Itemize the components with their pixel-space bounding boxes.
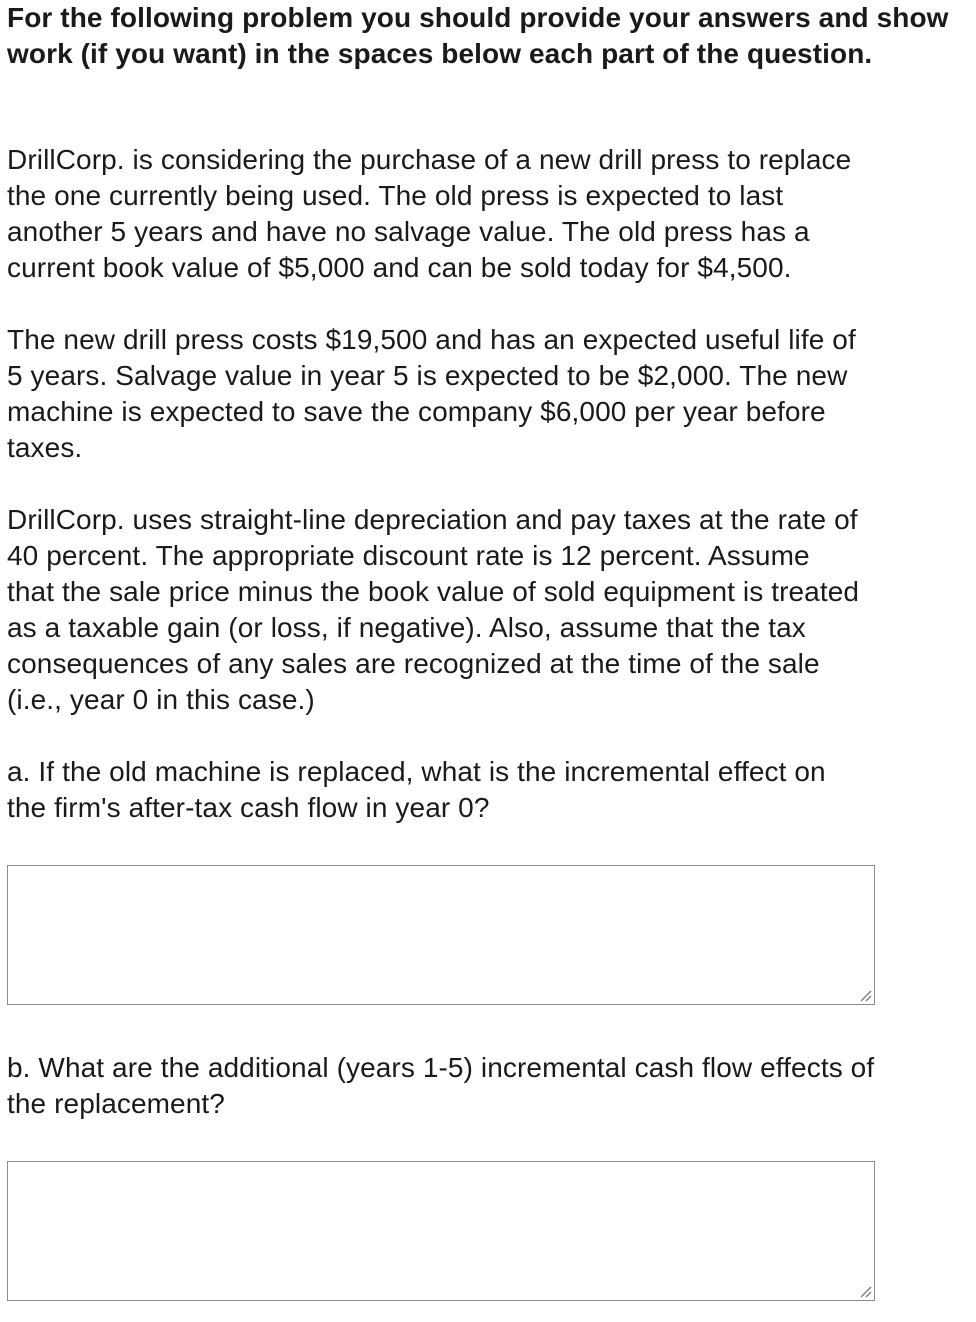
instructions-text: For the following problem you should provide your answers and show work (if you want) in the spaces below each part of the question. [7, 2, 949, 69]
answer-a-textarea[interactable] [7, 865, 875, 1005]
resize-grip-icon[interactable] [858, 1284, 872, 1298]
answer-b-textarea[interactable] [7, 1161, 875, 1301]
question-b-text: b. What are the additional (years 1-5) incremental cash flow effects of the replacement? [7, 1052, 875, 1119]
question-a-text: a. If the old machine is replaced, what is the incremental effect on the firm's after-tax cash flow in year 0? [7, 756, 826, 823]
resize-grip-icon[interactable] [858, 988, 872, 1002]
problem-paragraph-old-press: DrillCorp. is considering the purchase of a new drill press to replace the one currently being used. The old press is expected to last another 5 years and have no salvage value. The old press has a current book value of $5,000 and can be sold today for $4,500. [7, 144, 852, 283]
problem-paragraph-assumptions: DrillCorp. uses straight-line depreciation and pay taxes at the rate of 40 percent. The appropriate discount rate is 12 percent. Assume that the sale price minus the book value of sold equipment is treated as a taxable gain (or loss, if negative). Also, assume that the tax consequences of any sales are recognized at the time of the sale (i.e., year 0 in this case.) [7, 504, 860, 715]
problem-paragraph-new-press: The new drill press costs $19,500 and has an expected useful life of 5 years. Salvage value in year 5 is expected to be $2,000. The new machine is expected to save the company $6,000 per year before taxes. [7, 324, 856, 463]
